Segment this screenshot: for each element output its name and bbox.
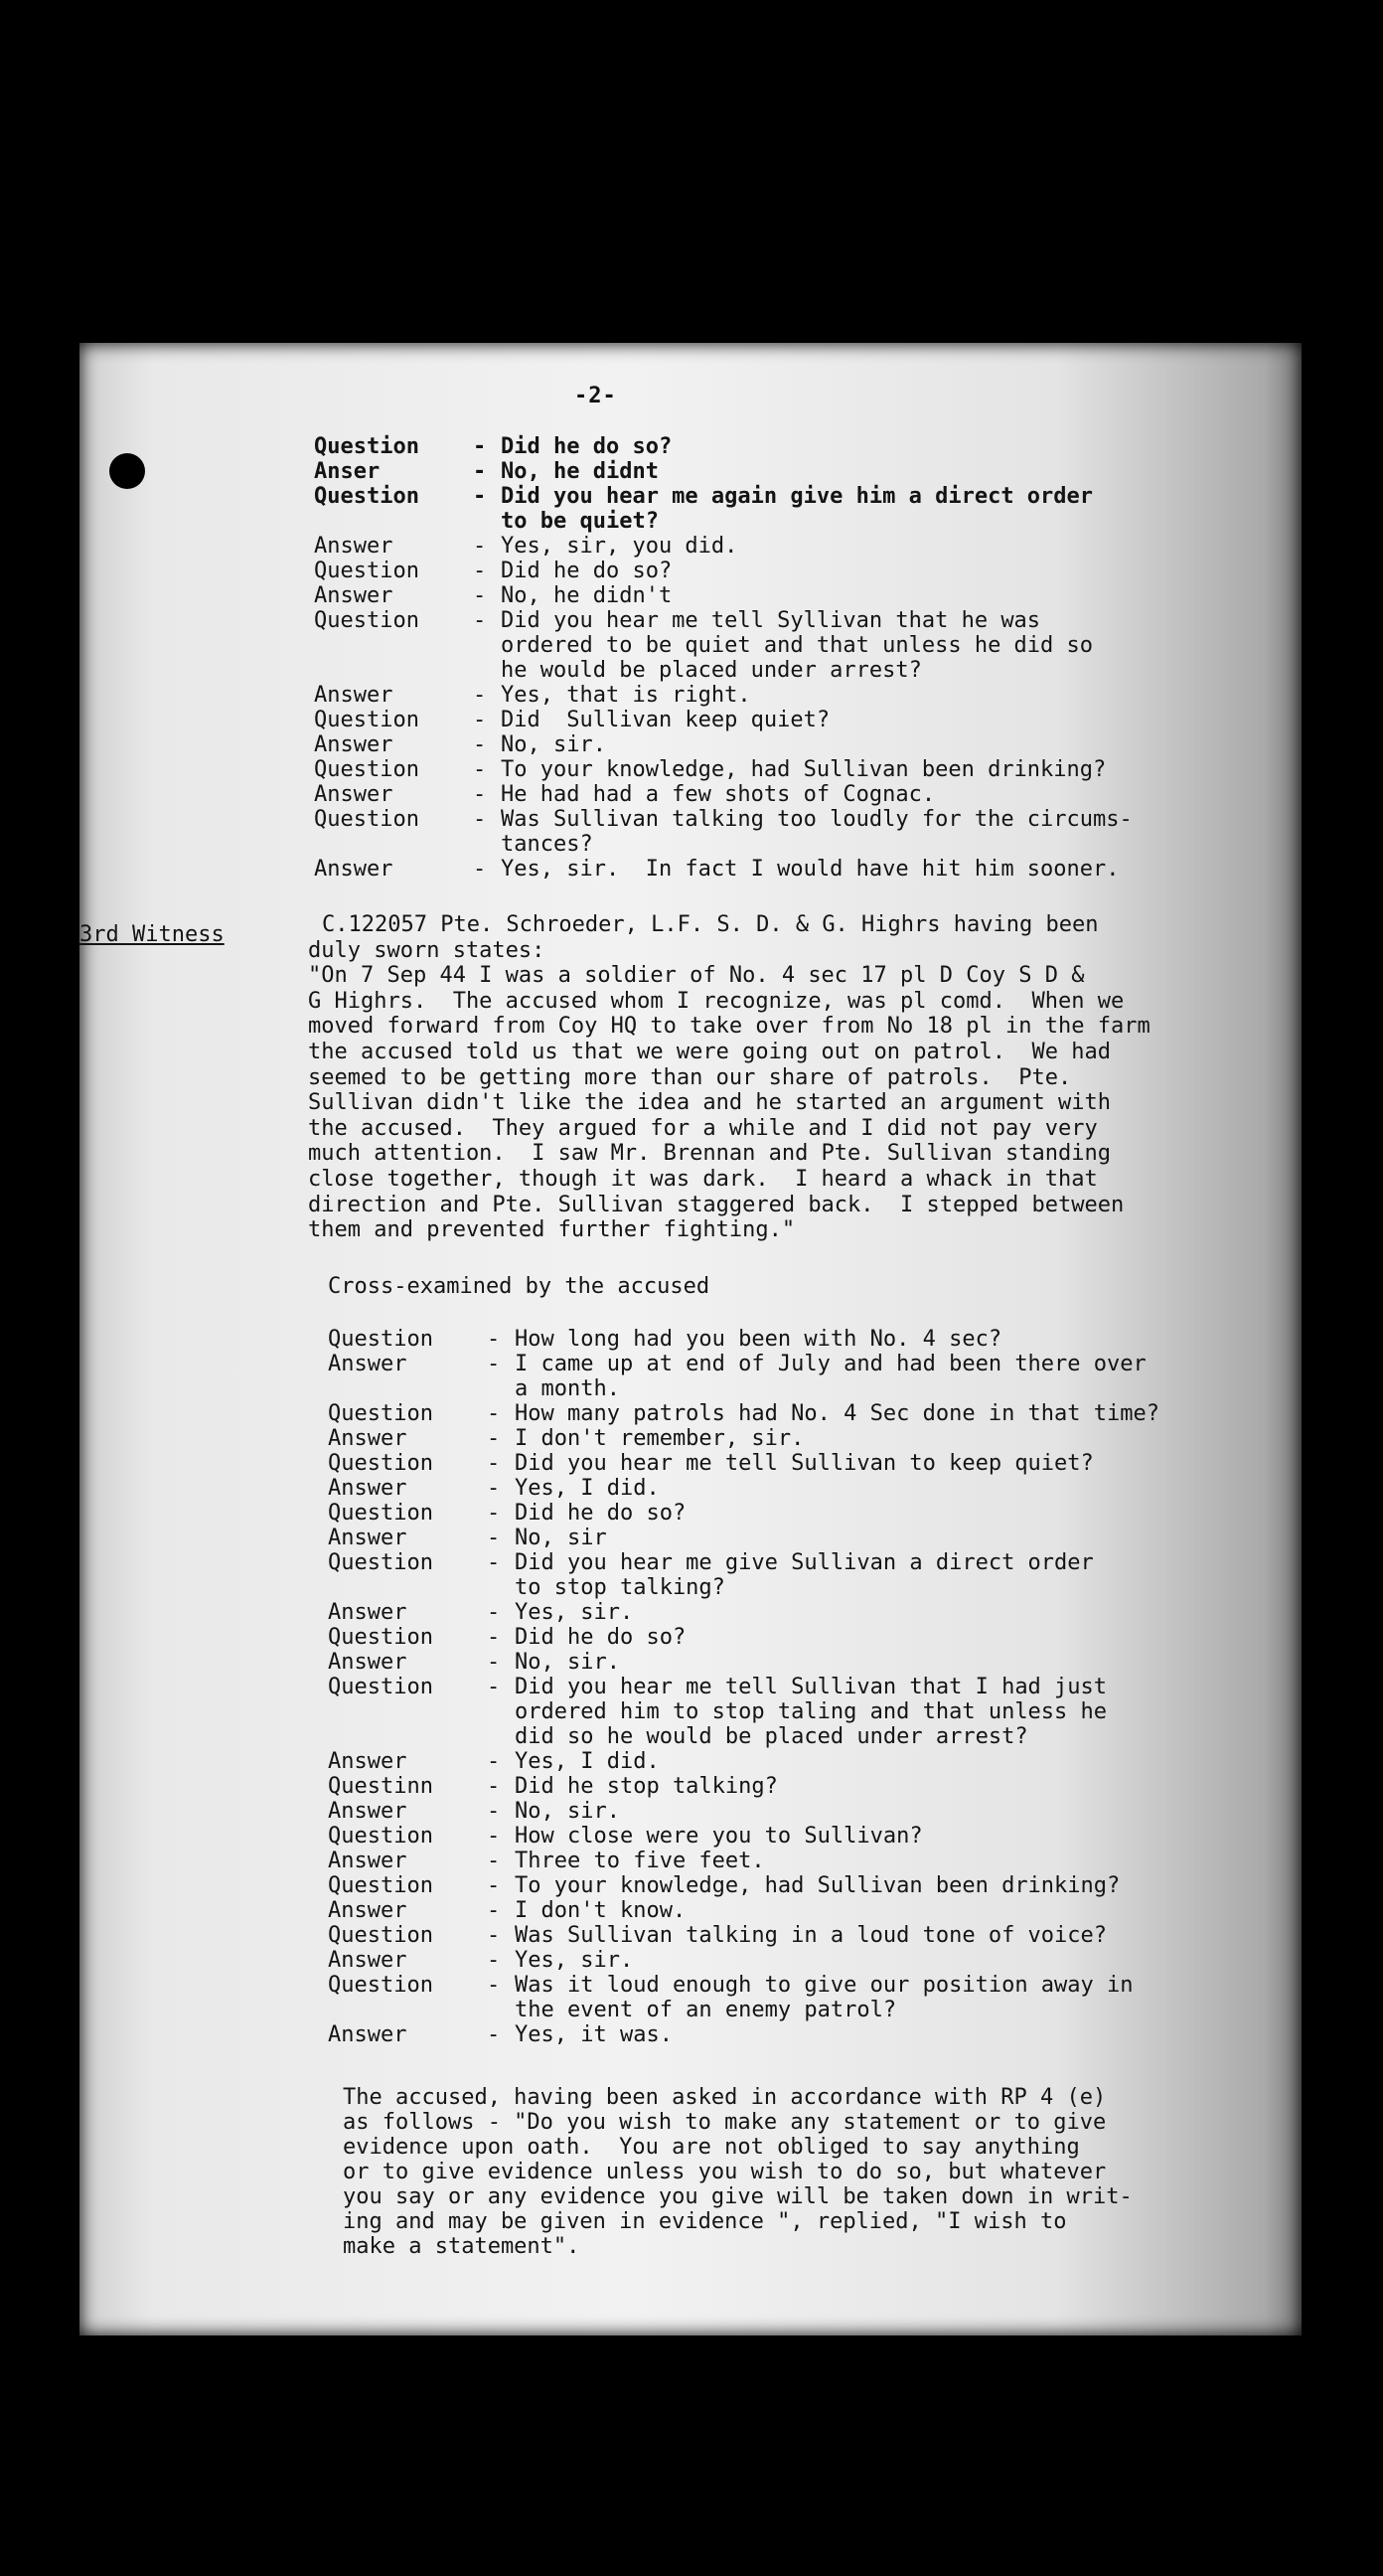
closing-line: as follows - "Do you wish to make any statement or to give [343,2110,1107,2135]
qa-label: Question [314,434,419,459]
qa-text: How many patrols had No. 4 Sec done in that time? [515,1401,1160,1426]
witness-line: G Highrs. The accused whom I recognize, was pl comd. When we [308,988,1125,1014]
qa-text: Did he do so? [501,434,673,459]
qa-row [314,534,1268,559]
qa-text: I don't remember, sir. [515,1426,805,1451]
qa-label: Question [328,1873,433,1898]
qa-text: I don't know. [515,1898,687,1923]
qa-label: Question [328,1973,433,1998]
qa-text: Did he do so? [501,559,673,583]
qa-text: No, sir [515,1526,607,1550]
witness-line: Sullivan didn't like the idea and he started an argument with [308,1090,1111,1116]
qa-row [328,1923,1282,1948]
witness-label: 3rd Witness [79,922,225,947]
qa-text: How long had you been with No. 4 sec? [515,1327,1002,1352]
closing-line: ing and may be given in evidence ", replied, "I wish to [343,2209,1067,2234]
qa-dash: - [487,1849,501,1873]
qa-row [314,459,1268,484]
qa-row [328,1501,1282,1526]
qa-text: No, he didnt [501,459,659,484]
qa-dash: - [487,1749,501,1774]
witness-statement [308,912,1292,1243]
qa-row [328,1799,1282,1824]
qa-label: Question [328,1501,433,1526]
qa-text: Did you hear me tell Syllivan that he was ordered to be quiet and that unless he did so he would be placed under arrest? [501,608,1094,683]
qa-row [328,1749,1282,1774]
qa-text: Did you hear me again give him a direct order to be quiet? [501,484,1094,534]
qa-text: Yes, I did. [515,1476,660,1501]
qa-text: No, sir. [515,1650,620,1675]
qa-label: Question [328,1923,433,1948]
qa-dash: - [473,782,487,807]
qa-label: Answer [328,2022,407,2047]
qa-dash: - [473,683,487,708]
qa-label: Question [328,1675,433,1699]
qa-label: Answer [328,1352,407,1376]
closing-line: make a statement". [343,2234,580,2259]
qa-row [328,1625,1282,1650]
qa-label: Answer [328,1799,407,1824]
closing-line: you say or any evidence you give will be taken down in writ- [343,2184,1133,2209]
qa-row [314,732,1268,757]
qa-label: Answer [314,857,393,882]
qa-dash: - [473,807,487,832]
closing-line: evidence upon oath. You are not obliged to say anything [343,2135,1080,2160]
qa-dash: - [473,459,487,484]
page-number: -2- [574,384,617,408]
qa-text: Was it loud enough to give our position away in the event of an enemy patrol? [515,1973,1134,2022]
qa-label: Answer [328,1898,407,1923]
witness-line: the accused told us that we were going out on patrol. We had [308,1039,1111,1064]
qa-text: No, sir. [515,1799,620,1824]
qa-label: Answer [314,683,393,708]
qa-row [328,1327,1282,1352]
qa-label: Question [314,608,419,633]
qa-dash: - [487,1898,501,1923]
qa-dash: - [487,1476,501,1501]
qa-text: To your knowledge, had Sullivan been drinking? [515,1873,1121,1898]
qa-row [328,1476,1282,1501]
qa-text: To your knowledge, had Sullivan been drinking? [501,757,1107,782]
closing-line: The accused, having been asked in accordance with RP 4 (e) [343,2085,1107,2110]
qa-row [328,1973,1282,2022]
qa-text: No, he didn't [501,583,673,608]
qa-dash: - [473,708,487,732]
qa-text: Was Sullivan talking too loudly for the circums- tances? [501,807,1133,857]
qa-label: Question [328,1625,433,1650]
qa-label: Answer [314,782,393,807]
qa-dash: - [473,559,487,583]
cross-examination-heading: Cross-examined by the accused [328,1274,710,1299]
qa-row [314,708,1268,732]
qa-label: Question [314,708,419,732]
qa-text: Yes, that is right. [501,683,751,708]
qa-row [314,484,1268,534]
qa-label: Question [314,484,419,509]
qa-dash: - [473,608,487,633]
qa-label: Question [314,559,419,583]
qa-row [328,1401,1282,1426]
qa-row [314,857,1268,882]
qa-label: Answer [328,1426,407,1451]
qa-dash: - [487,1973,501,1998]
qa-row [314,782,1268,807]
witness-line: "On 7 Sep 44 I was a soldier of No. 4 sec 17 pl D Coy S D & [308,963,1085,989]
qa-row [328,1948,1282,1973]
qa-label: Answer [328,1476,407,1501]
qa-label: Question [328,1327,433,1352]
qa-text: Three to five feet. [515,1849,765,1873]
qa-label: Answer [328,1650,407,1675]
qa-row [314,583,1268,608]
qa-label: Answer [314,732,393,757]
qa-text: Yes, it was. [515,2022,673,2047]
qa-dash: - [487,1451,501,1476]
qa-dash: - [473,732,487,757]
qa-text: Did he do so? [515,1625,687,1650]
qa-block-2 [328,1327,1282,2047]
qa-label: Question [328,1451,433,1476]
qa-dash: - [487,1873,501,1898]
punch-hole [109,453,145,489]
qa-dash: - [487,1948,501,1973]
qa-row [314,608,1268,683]
qa-row [314,559,1268,583]
qa-text: Did he do so? [515,1501,687,1526]
qa-label: Answer [328,1749,407,1774]
qa-row [328,2022,1282,2047]
qa-row [328,1600,1282,1625]
qa-dash: - [487,1401,501,1426]
qa-text: Yes, sir. [515,1948,634,1973]
qa-row [328,1352,1282,1401]
qa-row [314,757,1268,782]
qa-row [328,1675,1282,1749]
qa-label: Question [328,1550,433,1575]
qa-text: Did you hear me tell Sullivan that I had just ordered him to stop taling and that unless he did so he would be placed under arrest? [515,1675,1108,1749]
qa-label: Answer [328,1526,407,1550]
closing-line: or to give evidence unless you wish to do so, but whatever [343,2160,1107,2184]
qa-dash: - [487,1426,501,1451]
qa-label: Question [314,757,419,782]
qa-dash: - [487,1352,501,1376]
qa-dash: - [487,1327,501,1352]
qa-label: Question [314,807,419,832]
qa-text: No, sir. [501,732,606,757]
qa-row [314,434,1268,459]
qa-dash: - [487,1650,501,1675]
witness-line: direction and Pte. Sullivan staggered back. I stepped between [308,1192,1125,1217]
qa-row [328,1650,1282,1675]
qa-dash: - [473,534,487,559]
qa-row [328,1824,1282,1849]
qa-dash: - [487,1600,501,1625]
witness-line: the accused. They argued for a while and I did not pay very [308,1115,1098,1141]
witness-line: much attention. I saw Mr. Brennan and Pte. Sullivan standing [308,1141,1111,1167]
qa-block-1 [314,434,1268,882]
qa-row [328,1849,1282,1873]
qa-dash: - [487,1675,501,1699]
qa-text: Did he stop talking? [515,1774,778,1799]
qa-dash: - [487,1550,501,1575]
qa-text: Was Sullivan talking in a loud tone of voice? [515,1923,1108,1948]
witness-line: seemed to be getting more than our share of patrols. Pte. [308,1064,1072,1090]
qa-dash: - [473,484,487,509]
qa-label: Anser [314,459,381,484]
qa-label: Answer [328,1849,407,1873]
qa-text: Yes, sir. [515,1600,634,1625]
qa-dash: - [487,2022,501,2047]
qa-dash: - [473,757,487,782]
qa-dash: - [487,1824,501,1849]
qa-text: Did you hear me tell Sullivan to keep quiet? [515,1451,1094,1476]
qa-dash: - [473,583,487,608]
witness-line: moved forward from Coy HQ to take over from No 18 pl in the farm [308,1014,1151,1040]
witness-line: close together, though it was dark. I heard a whack in that [308,1166,1098,1192]
qa-dash: - [487,1526,501,1550]
qa-dash: - [473,434,487,459]
qa-dash: - [487,1799,501,1824]
qa-text: Yes, sir. In fact I would have hit him sooner. [501,857,1120,882]
qa-text: He had had a few shots of Cognac. [501,782,936,807]
witness-line: C.122057 Pte. Schroeder, L.F. S. D. & G. Highrs having been [322,912,1099,937]
qa-row [328,1451,1282,1476]
qa-row [328,1774,1282,1799]
witness-line: them and prevented further fighting." [308,1217,796,1243]
qa-label: Answer [314,534,393,559]
qa-label: Question [328,1401,433,1426]
qa-label: Answer [314,583,393,608]
qa-dash: - [473,857,487,882]
qa-text: Yes, I did. [515,1749,660,1774]
qa-dash: - [487,1625,501,1650]
qa-text: Yes, sir, you did. [501,534,738,559]
witness-line: duly sworn states: [308,937,545,963]
closing-paragraph [343,2085,1297,2259]
qa-label: Answer [328,1600,407,1625]
qa-label: Question [328,1824,433,1849]
qa-row [328,1526,1282,1550]
qa-dash: - [487,1501,501,1526]
qa-row [328,1898,1282,1923]
qa-row [328,1550,1282,1600]
qa-text: Did you hear me give Sullivan a direct order to stop talking? [515,1550,1094,1600]
qa-dash: - [487,1774,501,1799]
qa-row [314,807,1268,857]
qa-row [328,1873,1282,1898]
qa-label: Answer [328,1948,407,1973]
qa-label: Questinn [328,1774,433,1799]
qa-text: Did Sullivan keep quiet? [501,708,831,732]
qa-row [314,683,1268,708]
qa-row [328,1426,1282,1451]
qa-text: How close were you to Sullivan? [515,1824,923,1849]
qa-dash: - [487,1923,501,1948]
qa-text: I came up at end of July and had been there over a month. [515,1352,1147,1401]
